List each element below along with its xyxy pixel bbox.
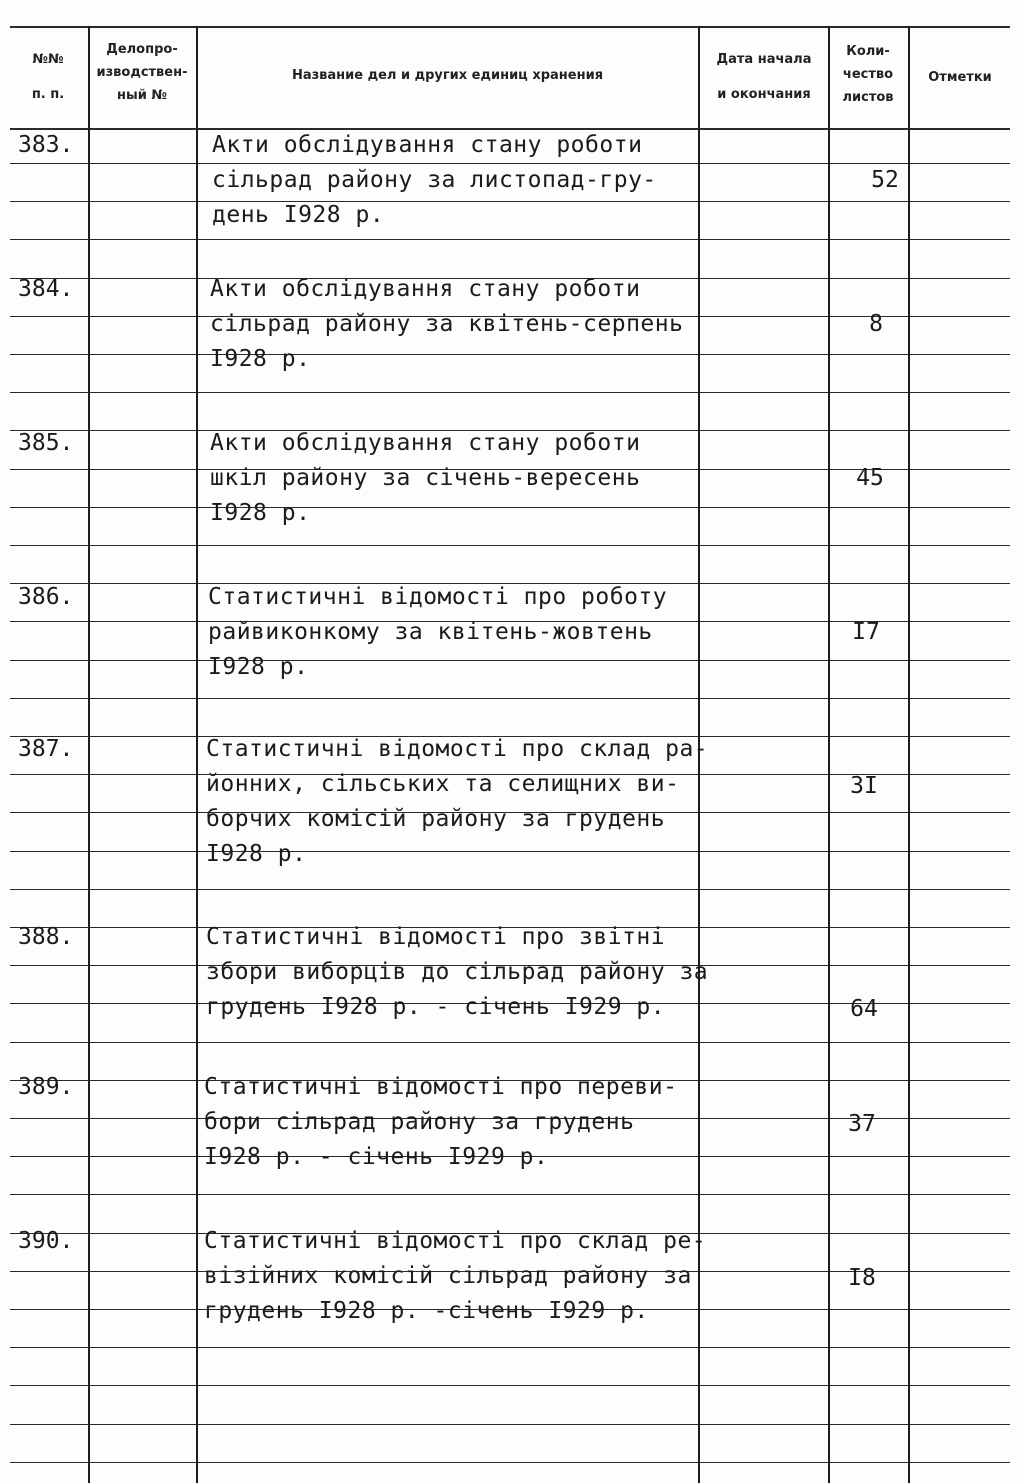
entry-title-line: день I928 р. [212,202,385,228]
entry-number: 384. [18,276,74,302]
entry-title-line: I928 р. [210,500,311,526]
entry-title-line: I928 р. [208,654,309,680]
entry-title-line: Статистичні відомості про склад ра- [206,736,709,762]
rule-line [10,1462,1010,1463]
rule-line [10,201,1010,202]
header-notes [910,66,1010,89]
header-title-text: Название дел и других единиц хранения [291,68,604,83]
entry-sheet-count: 8 [869,311,883,337]
rule-line [10,698,1010,699]
header-number [10,48,86,106]
header-office-number [90,38,194,107]
header-notes-text: Отметки [928,70,992,85]
entry-title-line: Акти обслідування стану роботи [210,276,641,302]
rule-line [10,128,1010,130]
entry-title-line: Статистичні відомості про склад ре- [204,1228,707,1254]
entry-title-line: збори виборців до сільрад району за [206,959,709,985]
header-title [200,64,695,87]
entry-sheet-count: 45 [856,465,884,491]
entry-sheet-count: I8 [848,1265,876,1291]
entry-sheet-count: 64 [850,996,878,1022]
entry-title-line: сільрад району за листопад-гру- [212,167,657,193]
entry-number: 383. [18,132,74,158]
header-count [830,40,906,109]
entry-title-line: Статистичні відомості про роботу [208,584,668,610]
rule-line [10,26,1010,28]
entry-title-line: візійних комісій сільрад району за [204,1263,692,1289]
entry-title-line: Акти обслідування стану роботи [212,132,643,158]
entry-title-line: бори сільрад району за грудень [204,1109,635,1135]
rule-line [10,1194,1010,1195]
entry-sheet-count: I7 [852,619,880,645]
header-office-line: Делопро- [106,42,178,57]
rule-line [10,163,1010,164]
entry-title-line: грудень I928 р. - січень I929 р. [206,994,666,1020]
entry-title-line: райвиконкому за квітень-жовтень [208,619,653,645]
rule-line [10,1042,1010,1043]
entry-number: 390. [18,1228,74,1254]
header-dates-line: Дата начала [716,52,812,67]
rule-line [10,660,1010,661]
header-office-line: изводствен- [96,65,188,80]
rule-line [10,1385,1010,1386]
column-rule [88,26,90,1483]
header-count-line: листов [842,90,894,105]
entry-number: 387. [18,736,74,762]
entry-number: 386. [18,584,74,610]
entry-title-line: I928 р. - січень I929 р. [204,1144,549,1170]
entry-title-line: Статистичні відомості про переви- [204,1074,678,1100]
entry-title-line: Статистичні відомості про звітні [206,924,666,950]
column-rule [908,26,910,1483]
entry-number: 388. [18,924,74,950]
entry-title-line: борчих комісій району за грудень [206,806,666,832]
header-dates-line: и окончания [717,87,811,102]
rule-line [10,239,1010,240]
entry-title-line: грудень I928 р. -січень I929 р. [204,1298,649,1324]
rule-line [10,889,1010,890]
header-count-line: чество [842,67,894,82]
entry-sheet-count: 3I [850,773,878,799]
rule-line [10,545,1010,546]
rule-line [10,851,1010,852]
rule-line [10,392,1010,393]
entry-sheet-count: 52 [871,167,899,193]
entry-title-line: йонних, сільських та селищних ви- [206,771,680,797]
entry-title-line: I928 р. [206,841,307,867]
entry-number: 385. [18,430,74,456]
entry-title-line: шкіл району за січень-вересень [210,465,641,491]
column-rule [196,26,198,1483]
header-number-line: №№ [32,52,64,67]
header-dates [700,48,828,106]
entry-title-line: сільрад району за квітень-серпень [210,311,684,337]
header-office-line: ный № [116,88,167,103]
entry-title-line: Акти обслідування стану роботи [210,430,641,456]
rule-line [10,1347,1010,1348]
header-count-line: Коли- [846,44,890,59]
entry-title-line: I928 р. [210,346,311,372]
rule-line [10,507,1010,508]
entry-sheet-count: 37 [848,1111,876,1137]
rule-line [10,1424,1010,1425]
header-number-line: п. п. [31,87,65,102]
rule-line [10,354,1010,355]
entry-number: 389. [18,1074,74,1100]
